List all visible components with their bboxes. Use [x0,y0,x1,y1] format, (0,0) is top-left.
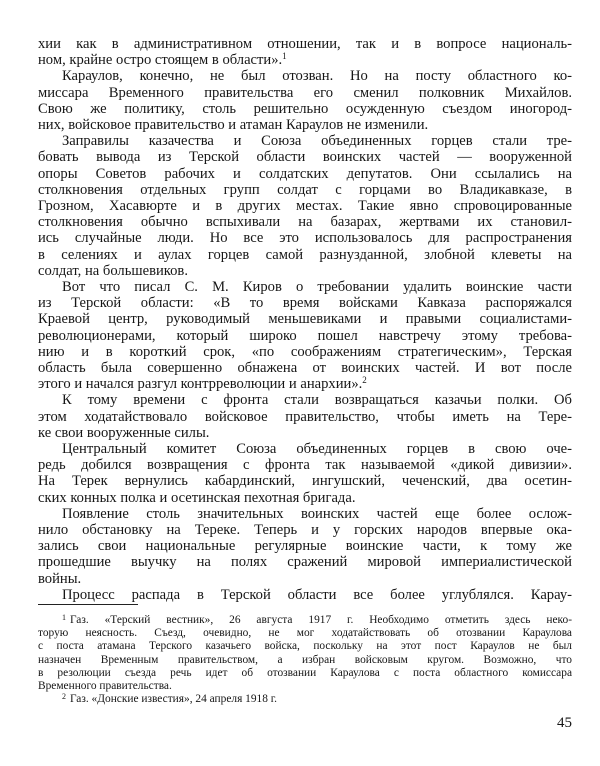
body-line: нию и в короткий срок, «по соображениям стратегическим», Терская [38,343,572,360]
body-line: революционерами, который широко пошел навстречу этому требова- [38,327,572,344]
body-line: столкновения отдельных групп солдат с горцами во Владикавказе, в [38,181,572,198]
body-line: редь добился возвращения с фронта так называемой «дикой дивизии». [38,457,572,474]
footnote-line [62,614,572,628]
footnote-line [62,693,572,707]
body-line: хии как в административном отношении, так и в вопросе националь- [38,36,572,52]
body-line: миссара Временного правительства его сменил полковник Михайлов. [38,84,572,101]
body-line: ись случайные люди. Но все это использовалось для распространения [38,230,572,247]
body-line: этом ходатайствовало войсковое правительство, чтобы иметь на Тере- [38,408,572,425]
body-line: Свою же политику, столь решительно осужденную съездом иногород- [38,100,572,117]
body-line-text: этого и начался разгул контрреволюции и анархии». [38,376,363,393]
body-line: Краевой центр, руководимый меньшевиками и правыми социалистами- [38,311,572,328]
body-line: Вот что писал С. М. Киров о требовании удалить воинские части [62,279,572,295]
body-line: солдат, на большевиков. [38,262,188,279]
footnote-text: с поста атамана Терского казачьего войска, поскольку на этот пост Караулов не был [38,640,572,653]
footnote-marker: 2 [62,692,66,702]
footnote-line [38,667,572,681]
body-line [38,52,572,68]
footnote-ref-1: 1 [282,51,287,62]
page-number: 45 [557,715,572,731]
body-line: Появление столь значительных воинских частей еще более ослож- [62,505,572,522]
body-line: из Терской области: «В то время войсками Кавказа распоряжался [38,295,572,312]
footnote-line [38,654,572,668]
footnote-marker: 1 [62,613,66,622]
footnote-text: Временного правительства. [38,680,172,692]
body-line: К тому времени с фронта стали возвращаться казачьи полки. Об [62,392,572,409]
body-line: опоры Советов рабочих и солдатских депутатов. Они ссылались на [38,165,572,182]
body-line: столкновения обычно вспыхивали на базарах, жертвами их становил- [38,214,572,231]
footnote-line [38,680,572,694]
footnote-separator [38,604,138,605]
body-line: На Терек вернулись кабардинский, ингушский, чеченский, два осетин- [38,473,572,490]
footnote-ref-2: 2 [362,375,367,386]
footnote-text: назначен Временным правительством, а избран войсковым кругом. Возможно, что [38,653,572,666]
footnote-line [38,640,572,654]
body-line: бовать вывода из Терской области воинских частей — вооруженной [38,149,572,166]
body-line: Заправилы казачества и Союза объединенных горцев стали тре- [62,133,572,150]
body-line: нило обстановку на Тереке. Теперь и у горских народов впервые ока- [38,522,572,538]
body-line: область была совершенно обнажена от воинских частей. И вот после [38,360,572,376]
footnote-text: торую неясность. Съезд, очевидно, не мог ходатайствовать об отозвании Караулова [38,627,572,640]
body-line: Центральный комитет Союза объединенных горцев в свою оче- [62,441,572,457]
body-line: прошедшие выучку на полях сражений мировой империалистической [38,554,572,571]
body-line: Грозном, Хасавюрте и в других местах. Такие явно спровоцированные [38,198,572,214]
body-line: в селениях и аулах горцев самой разнузданной, злобной клеветы на [38,246,572,263]
body-line: войны. [38,570,82,587]
body-line: ских конных полка и осетинская пехотная бригада. [38,489,356,506]
body-line: Процесс распада в Терской области все более углублялся. Карау- [62,586,572,603]
footnote-text: Газ. «Донские известия», 24 апреля 1918 г. [70,693,278,706]
body-line-text: ном, крайне остро стоящем в области». [38,52,283,69]
body-line: Караулов, конечно, не был отозван. Но на посту областного ко- [62,68,572,85]
body-line [38,376,572,392]
footnote-text: Газ. «Терский вестник», 26 августа 1917 г. Необходимо отметить здесь неко- [70,614,572,626]
body-line: ке свои вооруженные силы. [38,424,210,441]
body-line: них, войсковое правительство и атаман Караулов не изменили. [38,117,429,133]
footnote-text: в резолюции съезда речь идет об отозвании Караулова с поста областного комиссара [38,666,572,679]
body-line: зались свои национальные регулярные воинские части, к тому же [38,538,572,555]
footnote-line [38,627,572,641]
